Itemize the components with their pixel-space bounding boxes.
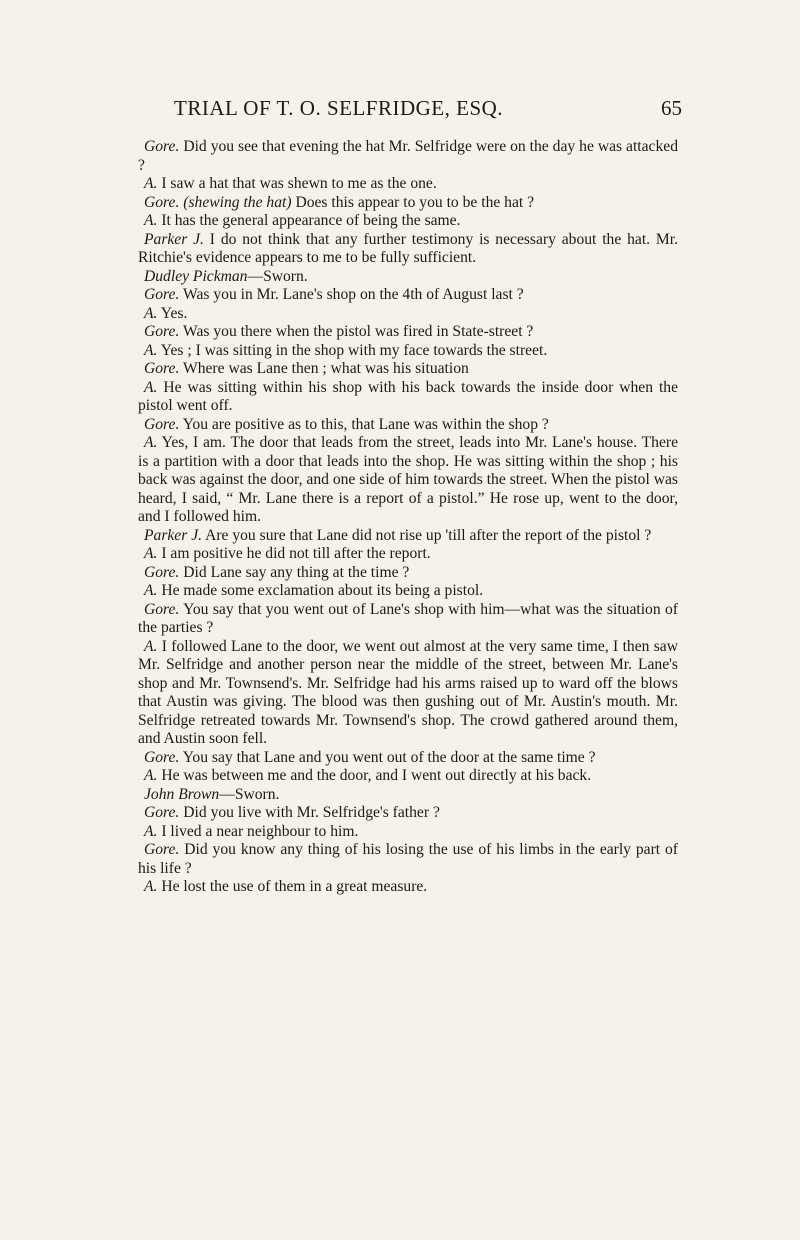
speaker: A. bbox=[144, 822, 158, 840]
statement: Yes ; I was sitting in the shop with my face towards the street. bbox=[157, 341, 548, 359]
speaker: Gore. bbox=[144, 138, 180, 155]
testimony-body bbox=[138, 138, 678, 897]
statement: He lost the use of them in a great measure. bbox=[157, 878, 428, 895]
testimony-paragraph bbox=[138, 305, 678, 324]
speaker: Gore. bbox=[144, 600, 180, 618]
witness-sworn bbox=[138, 268, 678, 287]
statement: You say that Lane and you went out of the door at the same time ? bbox=[179, 748, 596, 766]
statement: He was between me and the door, and I went out directly at his back. bbox=[157, 767, 592, 784]
testimony-paragraph bbox=[138, 231, 678, 268]
testimony-paragraph bbox=[138, 194, 678, 213]
statement: Yes, I am. The door that leads from the street, leads into Mr. Lane's house. There is a partition with a door that leads into the shop. He was sitting within the shop ; his back was against the door, and one side of him towards the street. When the pistol was heard, I said, “ Mr. Lane there is a report of a pistol.” He rose up, went to the door, and I followed him. bbox=[138, 434, 678, 525]
speaker: A. bbox=[144, 341, 158, 359]
witness-name: Dudley Pickman bbox=[144, 267, 248, 285]
testimony-paragraph bbox=[138, 545, 678, 564]
speaker: Gore. bbox=[144, 323, 180, 340]
statement: Does this appear to you to be the hat ? bbox=[291, 193, 535, 211]
testimony-paragraph bbox=[138, 527, 678, 546]
speaker: A. bbox=[144, 212, 158, 229]
speaker: A. bbox=[144, 878, 158, 895]
testimony-paragraph bbox=[138, 841, 678, 878]
statement: He was sitting within his shop with his back towards the inside door when the pistol went off. bbox=[138, 378, 678, 414]
statement: I followed Lane to the door, we went out almost at the very same time, I then saw Mr. Selfridge and another person near the middle of the street, between Mr. Lane's shop and Mr. Townsend's. Mr. Selfridge had his arms raised up to ward off the blows that Austin was giving. The blood was then gushing out of Mr. Austin's mouth. Mr. Selfridge retreated towards Mr. Townsend's shop. The crowd gathered around them, and Austin soon fell. bbox=[138, 637, 678, 747]
statement: It has the general appearance of being the same. bbox=[157, 212, 461, 229]
witness-sworn bbox=[138, 786, 678, 805]
witness-name: John Brown bbox=[144, 785, 220, 803]
testimony-paragraph bbox=[138, 767, 678, 786]
statement: Did you know any thing of his losing the use of his limbs in the early part of his life ? bbox=[138, 841, 678, 877]
testimony-paragraph bbox=[138, 878, 678, 897]
speaker: A. bbox=[144, 767, 158, 784]
statement: Did you see that evening the hat Mr. Selfridge were on the day he was attacked ? bbox=[138, 138, 678, 174]
sworn-label: —Sworn. bbox=[219, 785, 280, 803]
speaker: A. bbox=[144, 304, 158, 322]
testimony-paragraph bbox=[138, 175, 678, 194]
statement: Did Lane say any thing at the time ? bbox=[179, 563, 410, 581]
speaker: A. bbox=[144, 434, 158, 451]
speaker: Gore. bbox=[144, 415, 180, 433]
statement: Are you sure that Lane did not rise up 'till after the report of the pistol ? bbox=[202, 526, 652, 544]
speaker: A. bbox=[144, 545, 158, 562]
testimony-paragraph bbox=[138, 582, 678, 601]
testimony-paragraph bbox=[138, 804, 678, 823]
testimony-paragraph bbox=[138, 416, 678, 435]
testimony-paragraph bbox=[138, 323, 678, 342]
speaker: Gore. (shewing the hat) bbox=[144, 193, 292, 211]
statement: He made some exclamation about its being a pistol. bbox=[157, 582, 484, 599]
speaker: A. bbox=[144, 637, 158, 655]
testimony-paragraph bbox=[138, 823, 678, 842]
statement: Was you in Mr. Lane's shop on the 4th of August last ? bbox=[179, 286, 524, 303]
testimony-paragraph bbox=[138, 212, 678, 231]
testimony-paragraph bbox=[138, 749, 678, 768]
speaker: Gore. bbox=[144, 841, 180, 858]
book-page bbox=[138, 96, 682, 897]
statement: You are positive as to this, that Lane was within the shop ? bbox=[179, 415, 549, 433]
speaker: Gore. bbox=[144, 804, 180, 821]
sworn-label: —Sworn. bbox=[247, 267, 308, 285]
testimony-paragraph bbox=[138, 564, 678, 583]
statement: I saw a hat that was shewn to me as the one. bbox=[157, 175, 437, 192]
speaker: A. bbox=[144, 378, 158, 396]
speaker: A. bbox=[144, 175, 158, 192]
speaker: Gore. bbox=[144, 748, 180, 766]
statement: You say that you went out of Lane's shop with him—what was the situation of the parties ? bbox=[138, 600, 678, 636]
speaker: Gore. bbox=[144, 286, 180, 303]
speaker: A. bbox=[144, 582, 158, 599]
speaker: Parker J. bbox=[144, 230, 204, 248]
speaker: Gore. bbox=[144, 360, 180, 377]
statement: I do not think that any further testimony is necessary about the hat. Mr. Ritchie's evidence appears to me to be fully sufficient. bbox=[138, 230, 678, 266]
statement: Was you there when the pistol was fired in State-street ? bbox=[179, 323, 534, 340]
running-header bbox=[138, 96, 682, 136]
statement: Yes. bbox=[157, 304, 188, 322]
running-title: TRIAL OF T. O. SELFRIDGE, ESQ. bbox=[174, 96, 504, 120]
statement: Did you live with Mr. Selfridge's father ? bbox=[179, 804, 440, 821]
statement: I am positive he did not till after the report. bbox=[157, 545, 431, 562]
testimony-paragraph bbox=[138, 360, 678, 379]
testimony-paragraph bbox=[138, 379, 678, 416]
statement: I lived a near neighbour to him. bbox=[157, 822, 359, 840]
statement: Where was Lane then ; what was his situation bbox=[179, 360, 469, 377]
speaker: Gore. bbox=[144, 563, 180, 581]
testimony-paragraph bbox=[138, 286, 678, 305]
page-number: 65 bbox=[661, 96, 682, 120]
speaker: Parker J. bbox=[144, 526, 203, 544]
testimony-paragraph bbox=[138, 138, 678, 175]
testimony-paragraph bbox=[138, 342, 678, 361]
testimony-paragraph bbox=[138, 601, 678, 638]
testimony-paragraph bbox=[138, 638, 678, 749]
testimony-paragraph bbox=[138, 434, 678, 527]
